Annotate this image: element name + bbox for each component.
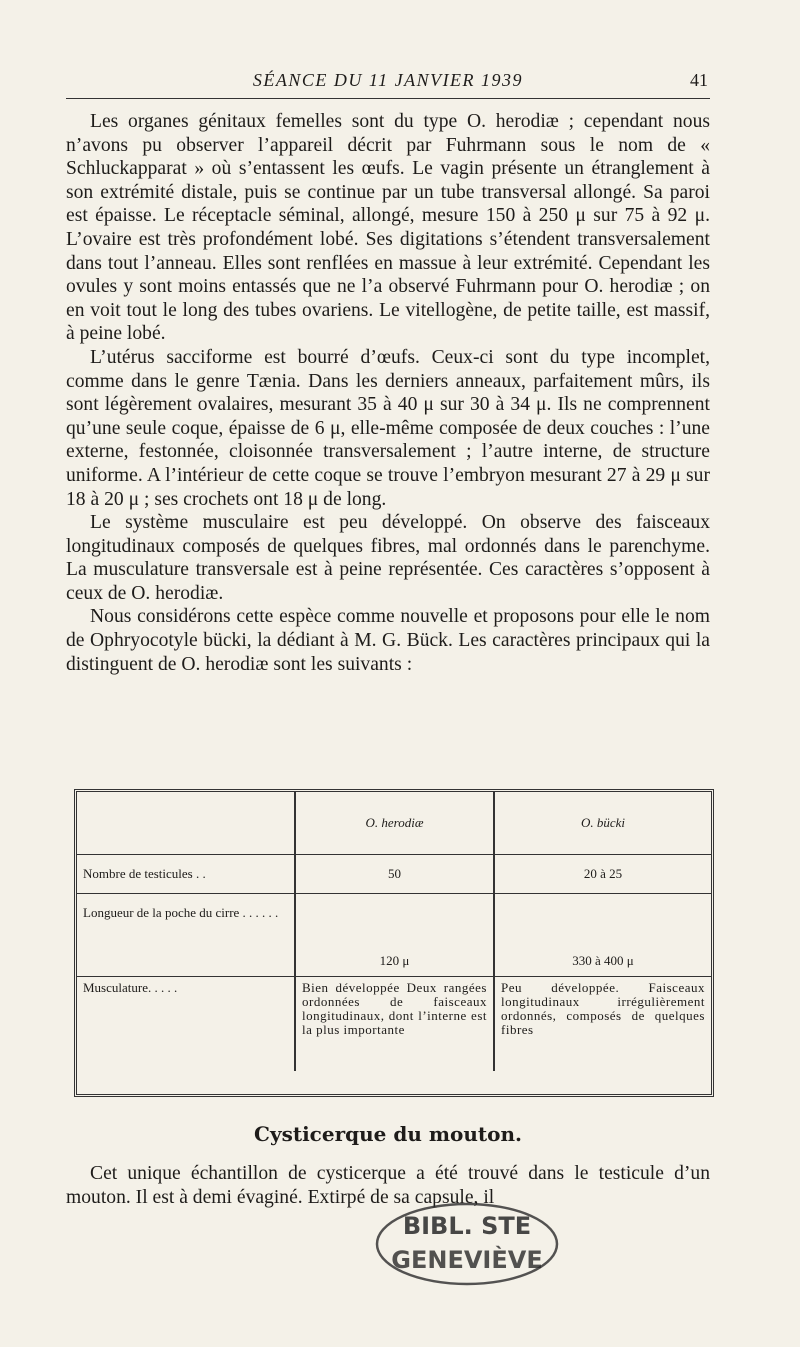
library-stamp	[370, 1192, 565, 1290]
page-number: 41	[690, 70, 708, 90]
body-text	[66, 110, 710, 676]
stamp-line-1: BIBL. STE	[402, 1212, 532, 1240]
paragraph-genital-organs: Les organes génitaux femelles sont du type O. herodiæ ; cependant nous n’avons pu observer l’appareil décrit par Fuhrmann sous le nom de « Schluckapparat » où s’entassent les œufs. Le vagin présente un étranglement à son extrémité distale, puis se continue par un tube transversal allongé. Sa paroi est épaisse. Le réceptacle séminal, allongé, mesure 150 à 250 μ sur 75 à 92 μ. L’ovaire est très profondément lobé. Ses digitations s’étendent transversalement dans tout l’anneau. Elles sont renflées en massue à leur extrémité. Cependant les ovules y sont moins entassés que ne l’a observé Fuhrmann pour O. herodiæ ; on en voit tout le long des tubes ovariens. Le vitellogène, de petite taille, est massif, à peine lobé.	[66, 111, 710, 345]
cell-testicles-herodiae: 50	[295, 855, 494, 894]
section-heading: Cysticerque du mouton.	[254, 1122, 522, 1146]
paragraph-cysticercus: Cet unique échantillon de cysticerque a été trouvé dans le testicule d’un mouton. Il est à demi évaginé. Extirpé de sa capsule, il	[66, 1163, 710, 1208]
cell-testicles-bucki: 20 à 25	[494, 855, 711, 894]
row-label-cirrus-pouch: Longueur de la poche du cirre . . . . . .	[77, 894, 295, 977]
cell-musculature-herodiae: Bien développée Deux rangées ordonnées de faisceaux longitudinaux, dont l’interne est la plus importante	[295, 977, 494, 1072]
table-corner-cell	[77, 792, 295, 855]
table-header-row	[77, 792, 711, 855]
cell-musculature-bucki: Peu développée. Faisceaux longitudinaux irrégulièrement ordonnés, composés de quelques fibres	[494, 977, 711, 1072]
stamp-line-2: GENEVIÈVE	[391, 1246, 543, 1274]
column-header-herodiae: O. herodiæ	[295, 792, 494, 855]
stamp-graphic	[370, 1192, 565, 1290]
paragraph-new-species: Nous considérons cette espèce comme nouvelle et proposons pour elle le nom de Ophryocotyle bücki, la dédiant à M. G. Bück. Les caractères principaux qui la distinguent de O. herodiæ sont les suivants :	[66, 606, 710, 675]
table-row	[77, 894, 711, 977]
column-header-bucki: O. bücki	[580, 815, 626, 830]
paragraph-uterus: L’utérus sacciforme est bourré d’œufs. Ceux-ci sont du type incomplet, comme dans le genre Tænia. Dans les derniers anneaux, parfaitement mûrs, ils sont légèrement ovalaires, mesurant 35 à 40 μ sur 30 à 34 μ. Ils ne comprennent qu’une seule coque, épaisse de 6 μ, elle-même composée de deux couches : l’une externe, festonnée, cloisonnée transversalement ; l’autre interne, de structure uniforme. A l’intérieur de cette coque se trouve l’embryon mesurant 27 à 29 μ sur 18 à 20 μ ; ses crochets ont 18 μ de long.	[66, 346, 710, 510]
running-header	[66, 70, 710, 99]
cell-cirrus-bucki: 330 à 400 μ	[494, 894, 711, 977]
header-title: SÉANCE DU 11 JANVIER 1939	[252, 70, 524, 90]
comparison-table	[74, 789, 714, 1097]
paragraph-musculature: Le système musculaire est peu développé. On observe des faisceaux longitudinaux composés de quelques fibres, mal ordonnés dans le parenchyme. La musculature transversale est à peine représentée. Ces caractères s’opposent à ceux de O. herodiæ.	[66, 512, 710, 604]
row-label-testicles: Nombre de testicules . .	[77, 855, 295, 894]
cell-cirrus-herodiae: 120 μ	[295, 894, 494, 977]
table-row	[77, 977, 711, 1072]
row-label-musculature: Musculature. . . . .	[77, 977, 295, 1072]
table-row	[77, 855, 711, 894]
